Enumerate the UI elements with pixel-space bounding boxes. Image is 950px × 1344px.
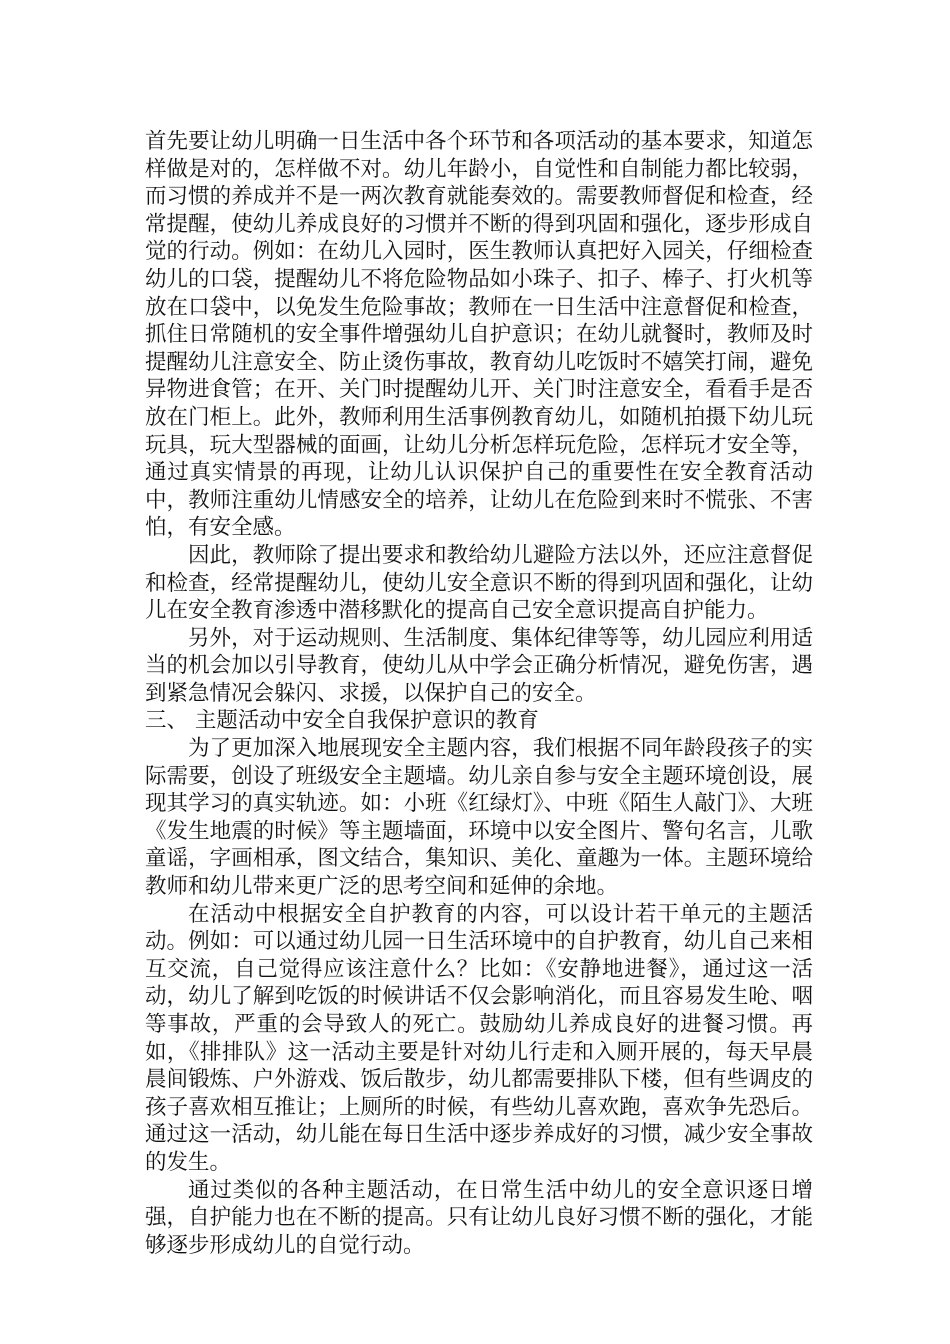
document-page xyxy=(145,128,813,1259)
paragraph-conclusion: 通过类似的各种主题活动，在日常生活中幼儿的安全意识逐日增强，自护能力也在不断的提高。只有让幼儿良好习惯不断的强化，才能够逐步形成幼儿的自觉行动。 xyxy=(145,1177,813,1258)
paragraph-therefore: 因此，教师除了提出要求和教给幼儿避险方法以外，还应注意督促和检查，经常提醒幼儿，使幼儿安全意识不断的得到巩固和强化，让幼儿在安全教育渗透中潜移默化的提高自己安全意识提高自护能力。 xyxy=(145,542,813,624)
paragraph-continued: 首先要让幼儿明确一日生活中各个环节和各项活动的基本要求，知道怎样做是对的，怎样做不对。幼儿年龄小，自觉性和自制能力都比较弱，而习惯的养成并不是一两次教育就能奏效的。需要教师督促和检查，经常提醒，使幼儿养成良好的习惯并不断的得到巩固和强化，逐步形成自觉的行动。例如：在幼儿入园时，医生教师认真把好入园关，仔细检查幼儿的口袋，提醒幼儿不将危险物品如小珠子、扣子、棒子、打火机等放在口袋中，以免发生危险事故；教师在一日生活中注意督促和检查，抓住日常随机的安全事件增强幼儿自护意识；在幼儿就餐时，教师及时提醒幼儿注意安全、防止烫伤事故，教育幼儿吃饭时不嬉笑打闹，避免异物进食管；在开、关门时提醒幼儿开、关门时注意安全，看看手是否放在门柜上。此外，教师利用生活事例教育幼儿，如随机拍摄下幼儿玩玩具，玩大型器械的面画，让幼儿分析怎样玩危险，怎样玩才安全等，通过真实情景的再现，让幼儿认识保护自己的重要性在安全教育活动中，教师注重幼儿情感安全的培养，让幼儿在危险到来时不慌张、不害怕，有安全感。 xyxy=(145,129,813,541)
paragraph-theme-activities: 在活动中根据安全自护教育的内容，可以设计若干单元的主题活动。例如：可以通过幼儿园一日生活环境中的自护教育，幼儿自己来相互交流，自己觉得应该注意什么？比如：《安静地进餐》，通过这一活动，幼儿了解到吃饭的时候讲话不仅会影响消化，而且容易发生呛、咽等事故，严重的会导致人的死亡。鼓励幼儿养成良好的进餐习惯。再如，《排排队》这一活动主要是针对幼儿行走和入厕开展的，每天早晨晨间锻炼、户外游戏、饭后散步，幼儿都需要排队下楼，但有些调皮的孩子喜欢相互推让；上厕所的时候，有些幼儿喜欢跑，喜欢争先恐后。通过这一活动，幼儿能在每日生活中逐步养成好的习惯，减少安全事故的发生。 xyxy=(145,901,813,1175)
paragraph-additionally: 另外，对于运动规则、生活制度、集体纪律等等，幼儿园应利用适当的机会加以引导教育，使幼儿从中学会正确分析情况，避免伤害，遇到紧急情况会躲闪、求援，以保护自己的安全。 xyxy=(145,625,813,706)
paragraph-theme-wall: 为了更加深入地展现安全主题内容，我们根据不同年龄段孩子的实际需要，创设了班级安全主题墙。幼儿亲自参与安全主题环境创设，展现其学习的真实轨迹。如：小班《红绿灯》、中班《陌生人敲门》、大班《发生地震的时候》等主题墙面，环境中以安全图片、警句名言，儿歌童谣，字画相承，图文结合，集知识、美化、童趣为一体。主题环境给教师和幼儿带来更广泛的思考空间和延伸的余地。 xyxy=(145,736,813,900)
section-heading-three: 三、 主题活动中安全自我保护意识的教育 xyxy=(145,708,539,734)
